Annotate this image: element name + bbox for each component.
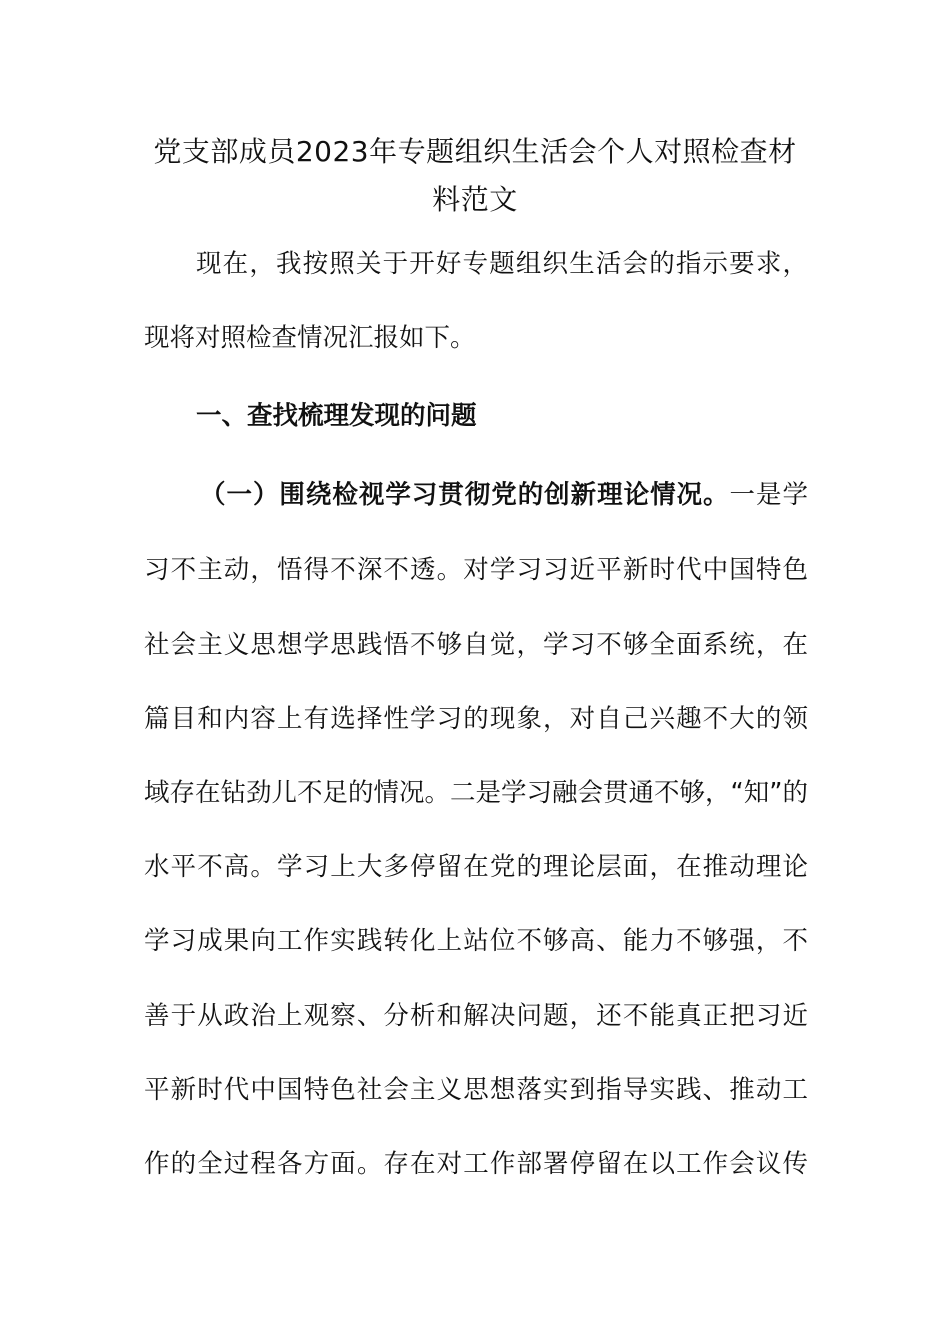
body-line: 学习成果向工作实践转化上站位不够高、能力不够强，不 (144, 926, 808, 956)
body-line: 域存在钻劲儿不足的情况。二是学习融会贯通不够，“知”的 (144, 778, 808, 808)
body-line: 水平不高。学习上大多停留在党的理论层面，在推动理论 (144, 852, 808, 882)
body-line: 平新时代中国特色社会主义思想落实到指导实践、推动工 (144, 1075, 808, 1105)
body-line: 篇目和内容上有选择性学习的现象，对自己兴趣不大的领 (144, 704, 808, 734)
document-title: 党支部成员2023年专题组织生活会个人对照检查材料范文 (153, 135, 797, 216)
subsection-first-line-text: 一是学 (729, 480, 808, 510)
body-line: 习不主动，悟得不深不透。对学习习近平新时代中国特色 (144, 555, 808, 585)
section-heading: 一、查找梳理发现的问题 (196, 401, 477, 431)
body-line: 作的全过程各方面。存在对工作部署停留在以工作会议传 (144, 1149, 808, 1179)
body-line: 善于从政治上观察、分析和解决问题，还不能真正把习近 (144, 1001, 808, 1031)
intro-line-2: 现将对照检查情况汇报如下。 (144, 323, 476, 353)
body-line: 社会主义思想学思践悟不够自觉，学习不够全面系统，在 (144, 630, 808, 660)
subsection-first-line (144, 475, 808, 515)
subsection-heading: （一）围绕检视学习贯彻党的创新理论情况。 (200, 480, 730, 510)
intro-line-1: 现在，我按照关于开好专题组织生活会的指示要求， (196, 249, 808, 279)
